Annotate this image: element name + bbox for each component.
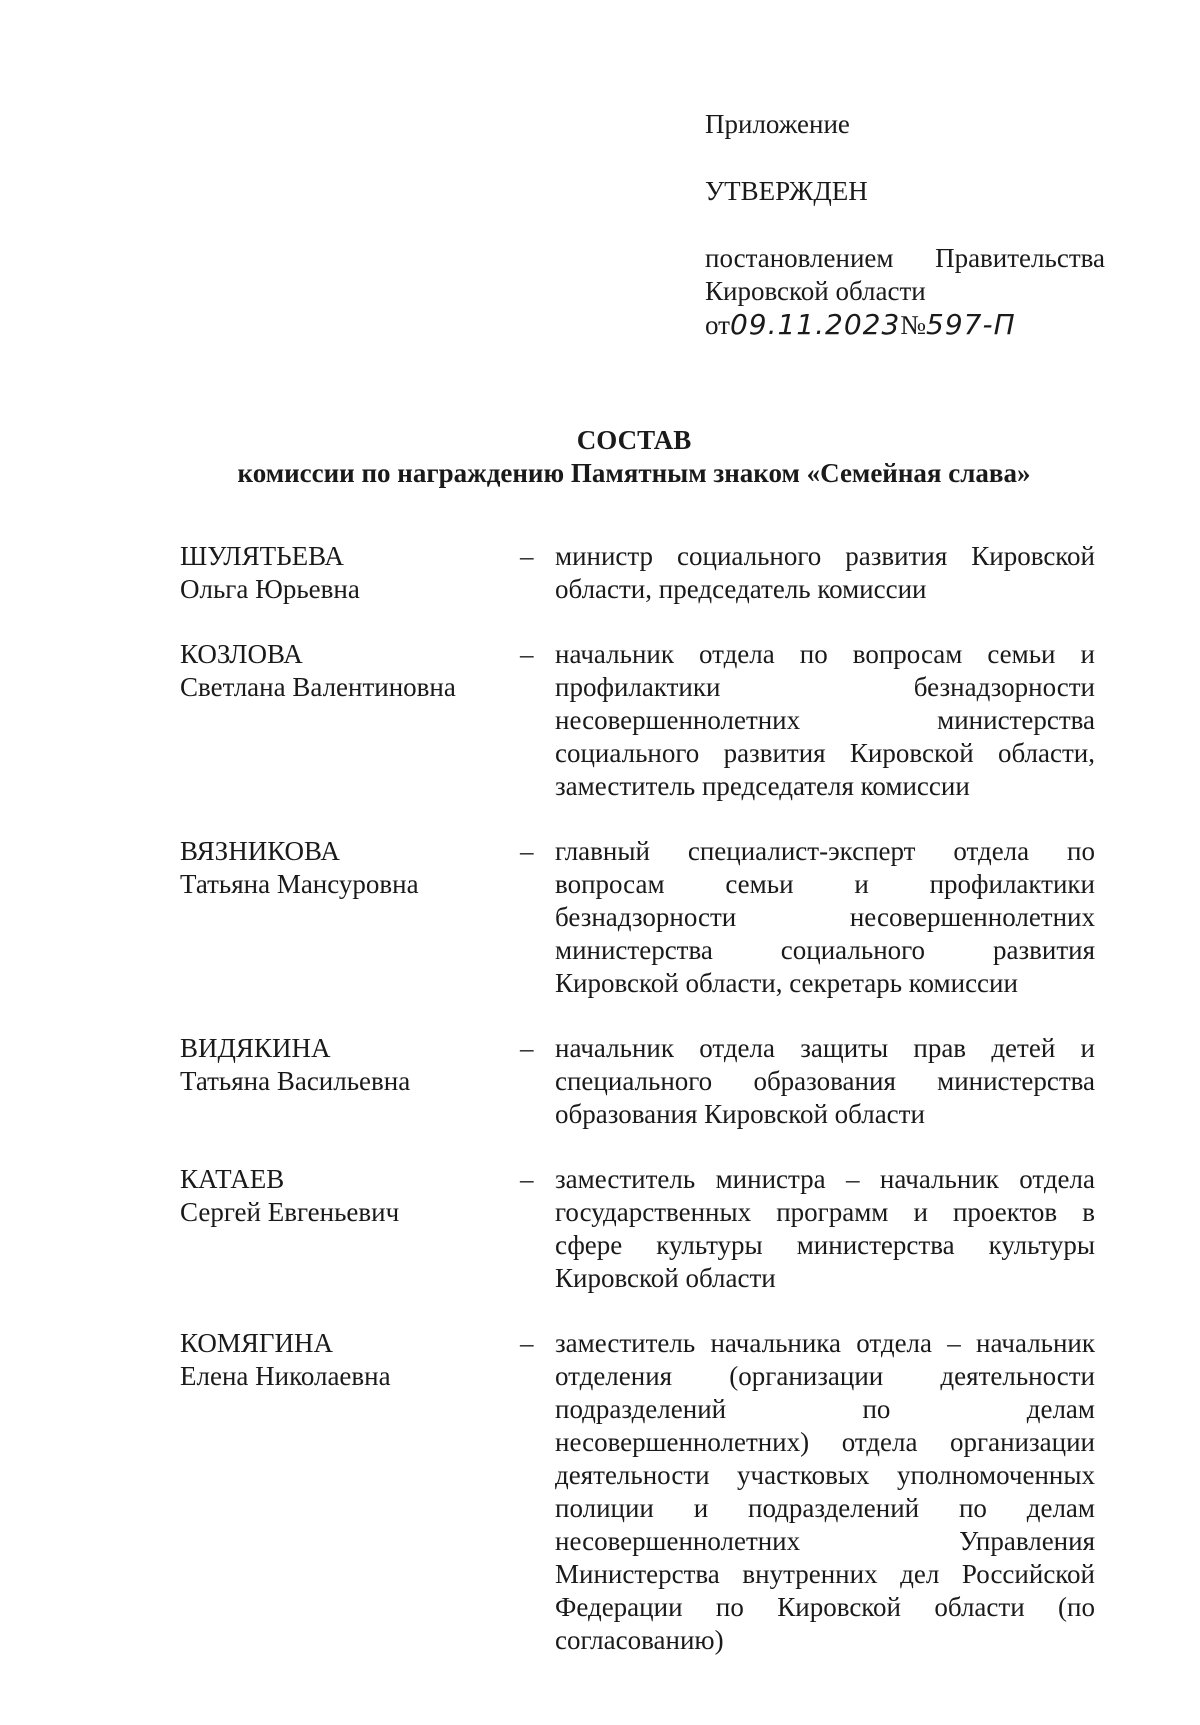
member-name bbox=[180, 1032, 520, 1131]
member-entry bbox=[180, 835, 1102, 1000]
member-entry bbox=[180, 638, 1102, 803]
member-entry bbox=[180, 540, 1102, 606]
member-entry bbox=[180, 1032, 1102, 1131]
member-entry bbox=[180, 1327, 1102, 1657]
member-dash: – bbox=[520, 1328, 534, 1358]
title-main: СОСТАВ bbox=[576, 425, 692, 455]
member-name bbox=[180, 1327, 520, 1657]
member-name bbox=[180, 1163, 520, 1295]
handwritten-number: 597-П bbox=[926, 308, 1016, 341]
member-role: заместитель начальника отдела – начальник отделения (организации деятельности подразделений по делам несовершеннолетних) отдела организации деятельности участковых уполномоченных полиции и подразделений по делам несовершеннолетних Управления Министерства внутренних дел Российской Федерации по Кировской области (по согласованию) bbox=[555, 1328, 1095, 1655]
member-given-names: Татьяна Васильевна bbox=[180, 1066, 411, 1096]
member-role: главный специалист-эксперт отдела по вопросам семьи и профилактики безнадзорности несовершеннолетних министерства социального развития Кировской области, секретарь комиссии bbox=[555, 836, 1095, 998]
member-surname: ВИДЯКИНА bbox=[180, 1033, 331, 1063]
member-role: начальник отдела по вопросам семьи и профилактики безнадзорности несовершеннолетних министерства социального развития Кировской области, заместитель председателя комиссии bbox=[555, 639, 1095, 801]
member-given-names: Сергей Евгеньевич bbox=[180, 1197, 400, 1227]
member-name bbox=[180, 540, 520, 606]
member-surname: КОЗЛОВА bbox=[180, 639, 303, 669]
member-dash: – bbox=[520, 1033, 534, 1063]
decree-reference bbox=[705, 242, 1105, 342]
decree-line-1 bbox=[705, 242, 1105, 275]
decree-date-line bbox=[705, 308, 1105, 342]
decree-word-1: постановлением bbox=[705, 243, 894, 273]
member-entry bbox=[180, 1163, 1102, 1295]
handwritten-date: 09.11.2023 bbox=[729, 308, 901, 341]
member-given-names: Светлана Валентиновна bbox=[180, 672, 456, 702]
member-dash: – bbox=[520, 541, 534, 571]
member-dash: – bbox=[520, 1164, 534, 1194]
decree-word-2: Правительства bbox=[935, 243, 1105, 273]
decree-line-2: Кировской области bbox=[705, 276, 926, 306]
member-surname: ВЯЗНИКОВА bbox=[180, 836, 340, 866]
title-subtitle: комиссии по награждению Памятным знаком «Семейная слава» bbox=[237, 458, 1031, 488]
member-role: министр социального развития Кировской области, председатель комиссии bbox=[555, 541, 1095, 604]
member-role: начальник отдела защиты прав детей и специального образования министерства образования Кировской области bbox=[555, 1033, 1095, 1129]
member-dash: – bbox=[520, 639, 534, 669]
date-prefix: от bbox=[705, 310, 730, 340]
member-given-names: Татьяна Мансуровна bbox=[180, 869, 419, 899]
approved-label: УТВЕРЖДЕН bbox=[705, 176, 868, 206]
member-surname: ШУЛЯТЬЕВА bbox=[180, 541, 344, 571]
member-surname: КОМЯГИНА bbox=[180, 1328, 333, 1358]
approval-header bbox=[705, 108, 1105, 342]
members-list bbox=[180, 540, 1102, 1689]
member-name bbox=[180, 835, 520, 1000]
member-surname: КАТАЕВ bbox=[180, 1164, 285, 1194]
member-role: заместитель министра – начальник отдела государственных программ и проектов в сфере культуры министерства культуры Кировской области bbox=[555, 1164, 1095, 1293]
member-name bbox=[180, 638, 520, 803]
member-given-names: Ольга Юрьевна bbox=[180, 574, 360, 604]
appendix-label: Приложение bbox=[705, 109, 850, 139]
member-given-names: Елена Николаевна bbox=[180, 1361, 391, 1391]
number-sign: № bbox=[900, 310, 927, 340]
document-title bbox=[0, 424, 1200, 490]
member-dash: – bbox=[520, 836, 534, 866]
